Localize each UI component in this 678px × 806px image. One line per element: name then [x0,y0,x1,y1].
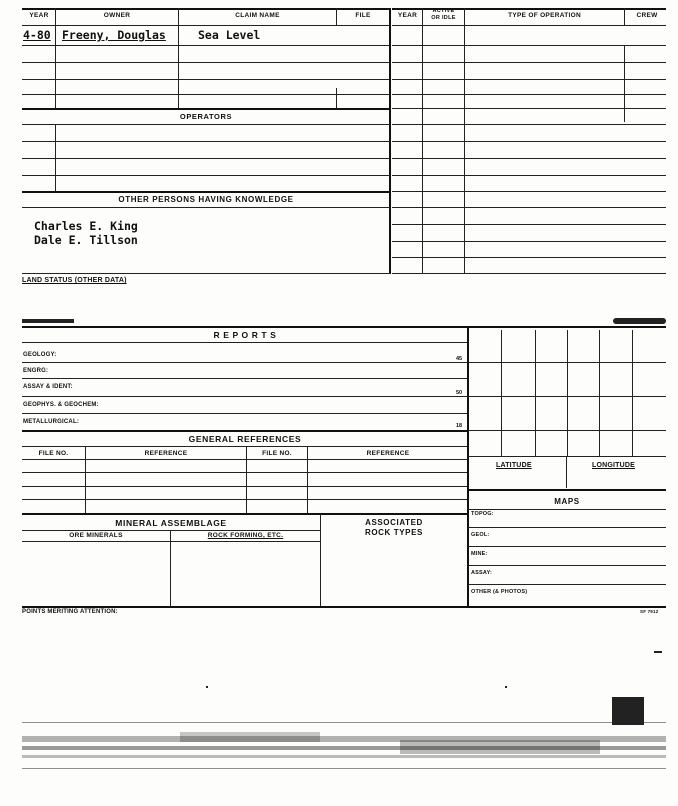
mineral-assemblage-title: MINERAL ASSEMBLAGE [115,518,227,528]
report-metallurgical-code: 18 [456,423,463,429]
ref-file-no-header-1: FILE NO. [38,450,69,457]
ore-minerals-header: ORE MINERALS [69,532,123,539]
map-assay: ASSAY: [471,570,493,576]
map-geol: GEOL: [471,532,490,538]
owner-value: Freeny, Douglas [62,28,166,42]
knowledge-person-2: Dale E. Tillson [34,233,138,247]
latitude-label: LATITUDE [496,462,532,469]
associated-rock-types-line2: ROCK TYPES [364,528,423,537]
claim-name-value: Sea Level [198,28,261,42]
report-geophys: GEOPHYS. & GEOCHEM: [23,402,99,408]
rock-forming-header: ROCK FORMING, ETC. [207,532,284,539]
reports-title: R E P O R T S [213,330,277,340]
ref-reference-header-1: REFERENCE [144,450,188,457]
active-idle-header-1: ACTIVE [432,8,455,14]
report-geology: GEOLOGY: [23,352,57,358]
maps-title: MAPS [554,497,580,506]
knowledge-person-1: Charles E. King [34,219,138,233]
scan-mark-left [22,319,74,323]
associated-rock-types-line1: ASSOCIATED [365,518,423,527]
land-status-label: LAND STATUS (OTHER DATA) [22,277,127,284]
map-topog: TOPOG: [471,511,494,517]
activity-year-header: YEAR [397,12,418,19]
type-of-operation-header: TYPE OF OPERATION [508,12,581,19]
report-assay-code: 50 [456,390,463,396]
points-meriting-attention-label: POINTS MERITING ATTENTION: [22,609,118,615]
knowledge-title: OTHER PERSONS HAVING KNOWLEDGE [118,195,294,204]
crew-header: CREW [636,12,658,19]
general-references-title: GENERAL REFERENCES [188,434,302,444]
operators-title: OPERATORS [179,112,233,121]
report-geology-code: 45 [456,356,463,362]
claim-year-header: YEAR [29,12,49,19]
report-assay: ASSAY & IDENT: [23,384,73,390]
map-mine: MINE: [471,551,488,557]
owner-header: OWNER [103,12,131,19]
file-header: FILE [355,12,371,19]
claim-year-value: 4-80 [23,28,51,42]
report-metallurgical: METALLURGICAL: [23,419,80,425]
report-engrg: ENGRG: [23,368,49,374]
longitude-label: LONGITUDE [592,462,636,469]
claim-name-header: CLAIM NAME [235,12,280,19]
map-other: OTHER (& PHOTOS) [471,589,528,595]
form-number: SF 7912 [640,609,659,614]
ref-file-no-header-2: FILE NO. [262,450,292,457]
ref-reference-header-2: REFERENCE [366,450,410,457]
scan-mark-right [613,318,666,324]
active-idle-header-2: OR IDLE [431,15,456,21]
